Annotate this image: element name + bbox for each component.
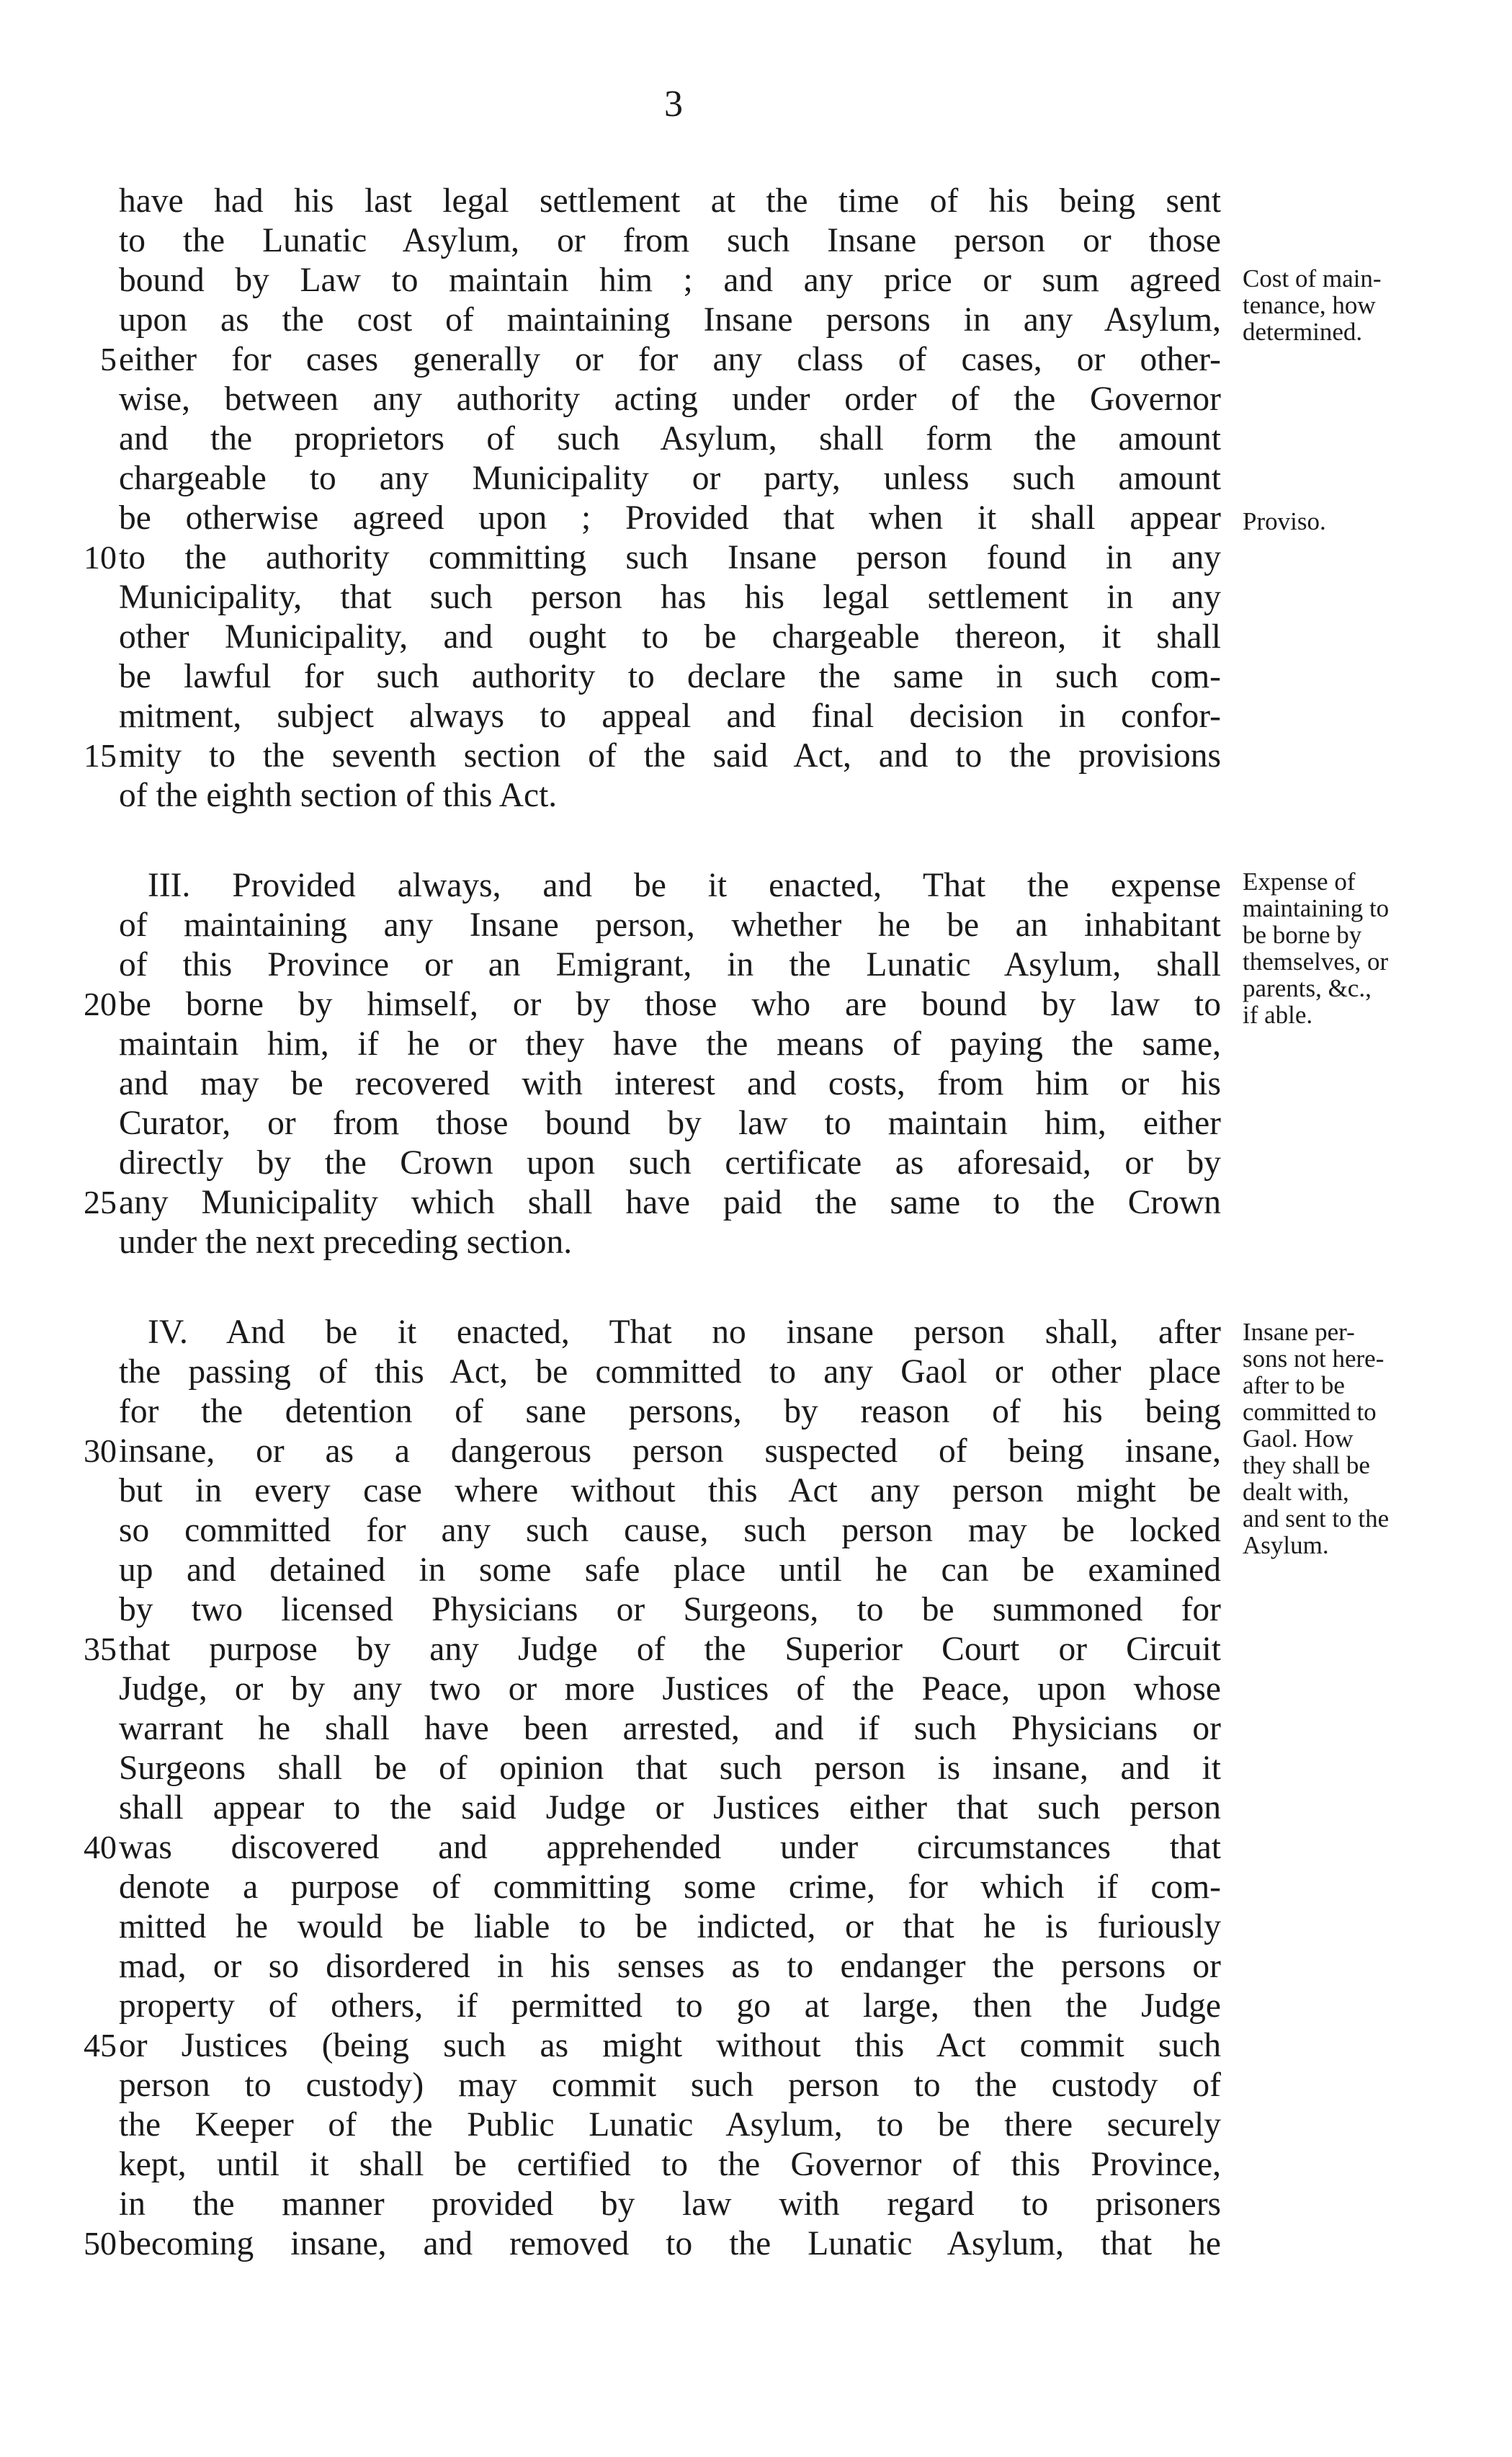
text-line: be otherwise agreed upon ; Provided that when it shall appear [119,499,1221,537]
text-line: to the authority committing such Insane person found in any [119,539,1221,576]
margin-note-line: they shall be [1243,1451,1370,1479]
text-line: be borne by himself, or by those who are bound by law to [119,986,1221,1023]
line-number: 25 [84,1184,117,1221]
line-number: 5 [100,341,117,378]
text-line: Municipality, that such person has his legal settlement in any [119,579,1221,616]
margin-note-expense [1243,868,1459,1028]
margin-note-line: determined. [1243,318,1363,346]
text-line: upon as the cost of maintaining Insane persons in any Asylum, [119,301,1221,339]
margin-note-line: parents, &c., [1243,974,1372,1002]
text-line: was discovered and apprehended under circumstances that [119,1829,1221,1866]
text-line: under the next preceding section. [119,1223,573,1261]
text-line: denote a purpose of committing some crime, for which if com- [119,1868,1221,1906]
text-line: of this Province or an Emigrant, in the Lunatic Asylum, shall [119,946,1221,984]
text-line: in the manner provided by law with regard to prisoners [119,2185,1221,2223]
text-line: chargeable to any Municipality or party, unless such amount [119,460,1221,497]
margin-note-line: Insane per- [1243,1318,1355,1346]
text-line: so committed for any such cause, such person may be locked [119,1512,1221,1549]
margin-note-line: Asylum. [1243,1531,1329,1559]
margin-note-line: committed to [1243,1398,1377,1426]
text-line: becoming insane, and removed to the Lunatic Asylum, that he [119,2225,1221,2262]
line-number: 40 [84,1829,117,1865]
text-line: but in every case where without this Act any person might be [119,1472,1221,1510]
margin-note-line: tenance, how [1243,291,1376,319]
margin-note-line: sons not here- [1243,1345,1384,1373]
text-line: mad, or so disordered in his senses as to endanger the persons or [119,1948,1221,1985]
text-line: Curator, or from those bound by law to maintain him, either [119,1105,1221,1142]
section-heading-line: III. Provided always, and be it enacted, That the expense [148,867,1221,904]
text-line: maintain him, if he or they have the means of paying the same, [119,1025,1221,1063]
text-line: warrant he shall have been arrested, and if such Physicians or [119,1710,1221,1747]
text-line: mitted he would be liable to be indicted, or that he is furiously [119,1908,1221,1945]
text-line: or Justices (being such as might without this Act commit such [119,2027,1221,2064]
text-line: Surgeons shall be of opinion that such person is insane, and it [119,1749,1221,1787]
text-line: other Municipality, and ought to be chargeable thereon, it shall [119,618,1221,656]
text-line: the passing of this Act, be committed to any Gaol or other place [119,1353,1221,1391]
text-line: person to custody) may commit such person to the custody of [119,2066,1221,2104]
margin-note-line: after to be [1243,1371,1345,1399]
line-number: 15 [84,737,117,774]
text-line: wise, between any authority acting under order of the Governor [119,380,1221,418]
line-number: 10 [84,539,117,576]
text-line: any Municipality which shall have paid the same to the Crown [119,1184,1221,1221]
line-number: 35 [84,1631,117,1667]
text-line: and may be recovered with interest and costs, from him or his [119,1065,1221,1102]
margin-note-insane-persons [1243,1319,1459,1559]
text-line: bound by Law to maintain him ; and any price or sum agreed [119,262,1221,299]
text-line: by two licensed Physicians or Surgeons, to be summoned for [119,1591,1221,1628]
margin-note-line: Gaol. How [1243,1424,1354,1453]
page-number: 3 [664,84,683,125]
text-line: for the detention of sane persons, by reason of his being [119,1393,1221,1430]
text-line: have had his last legal settlement at the time of his being sent [119,182,1221,220]
margin-note-line: be borne by [1243,921,1362,949]
text-line: mitment, subject always to appeal and final decision in confor- [119,697,1221,735]
text-line: and the proprietors of such Asylum, shall form the amount [119,420,1221,458]
line-number: 45 [84,2027,117,2064]
text-line: shall appear to the said Judge or Justices either that such person [119,1789,1221,1827]
margin-note-line: themselves, or [1243,947,1389,976]
text-line: of the eighth section of this Act. [119,777,558,814]
text-line: either for cases generally or for any class of cases, or other- [119,341,1221,378]
text-line: property of others, if permitted to go at large, then the Judge [119,1987,1221,2025]
section-heading-line: IV. And be it enacted, That no insane person shall, after [148,1314,1221,1351]
margin-note-line: and sent to the [1243,1504,1390,1533]
text-line: up and detained in some safe place until he can be examined [119,1551,1221,1589]
line-number: 30 [84,1432,117,1469]
margin-note-line: Proviso. [1243,507,1326,535]
text-line: directly by the Crown upon such certificate as aforesaid, or by [119,1144,1221,1182]
margin-note-line: maintaining to [1243,894,1390,922]
text-line: that purpose by any Judge of the Superior Court or Circuit [119,1631,1221,1668]
margin-note-cost-of-maintenance [1243,265,1459,345]
text-line: be lawful for such authority to declare the same in such com- [119,658,1221,695]
line-number: 50 [84,2225,117,2262]
text-line: kept, until it shall be certified to the Governor of this Province, [119,2146,1221,2183]
margin-note-proviso [1243,508,1459,535]
margin-note-line: dealt with, [1243,1478,1349,1506]
text-line: Judge, or by any two or more Justices of the Peace, upon whose [119,1670,1221,1708]
line-number: 20 [84,986,117,1022]
text-line: mity to the seventh section of the said Act, and to the provisions [119,737,1221,775]
text-line: to the Lunatic Asylum, or from such Insane person or those [119,222,1221,259]
text-line: of maintaining any Insane person, whether he be an inhabitant [119,906,1221,944]
text-line: insane, or as a dangerous person suspected of being insane, [119,1432,1221,1470]
text-line: the Keeper of the Public Lunatic Asylum, to be there securely [119,2106,1221,2144]
margin-note-line: if able. [1243,1001,1313,1029]
margin-note-line: Expense of [1243,868,1356,896]
margin-note-line: Cost of main- [1243,264,1382,293]
